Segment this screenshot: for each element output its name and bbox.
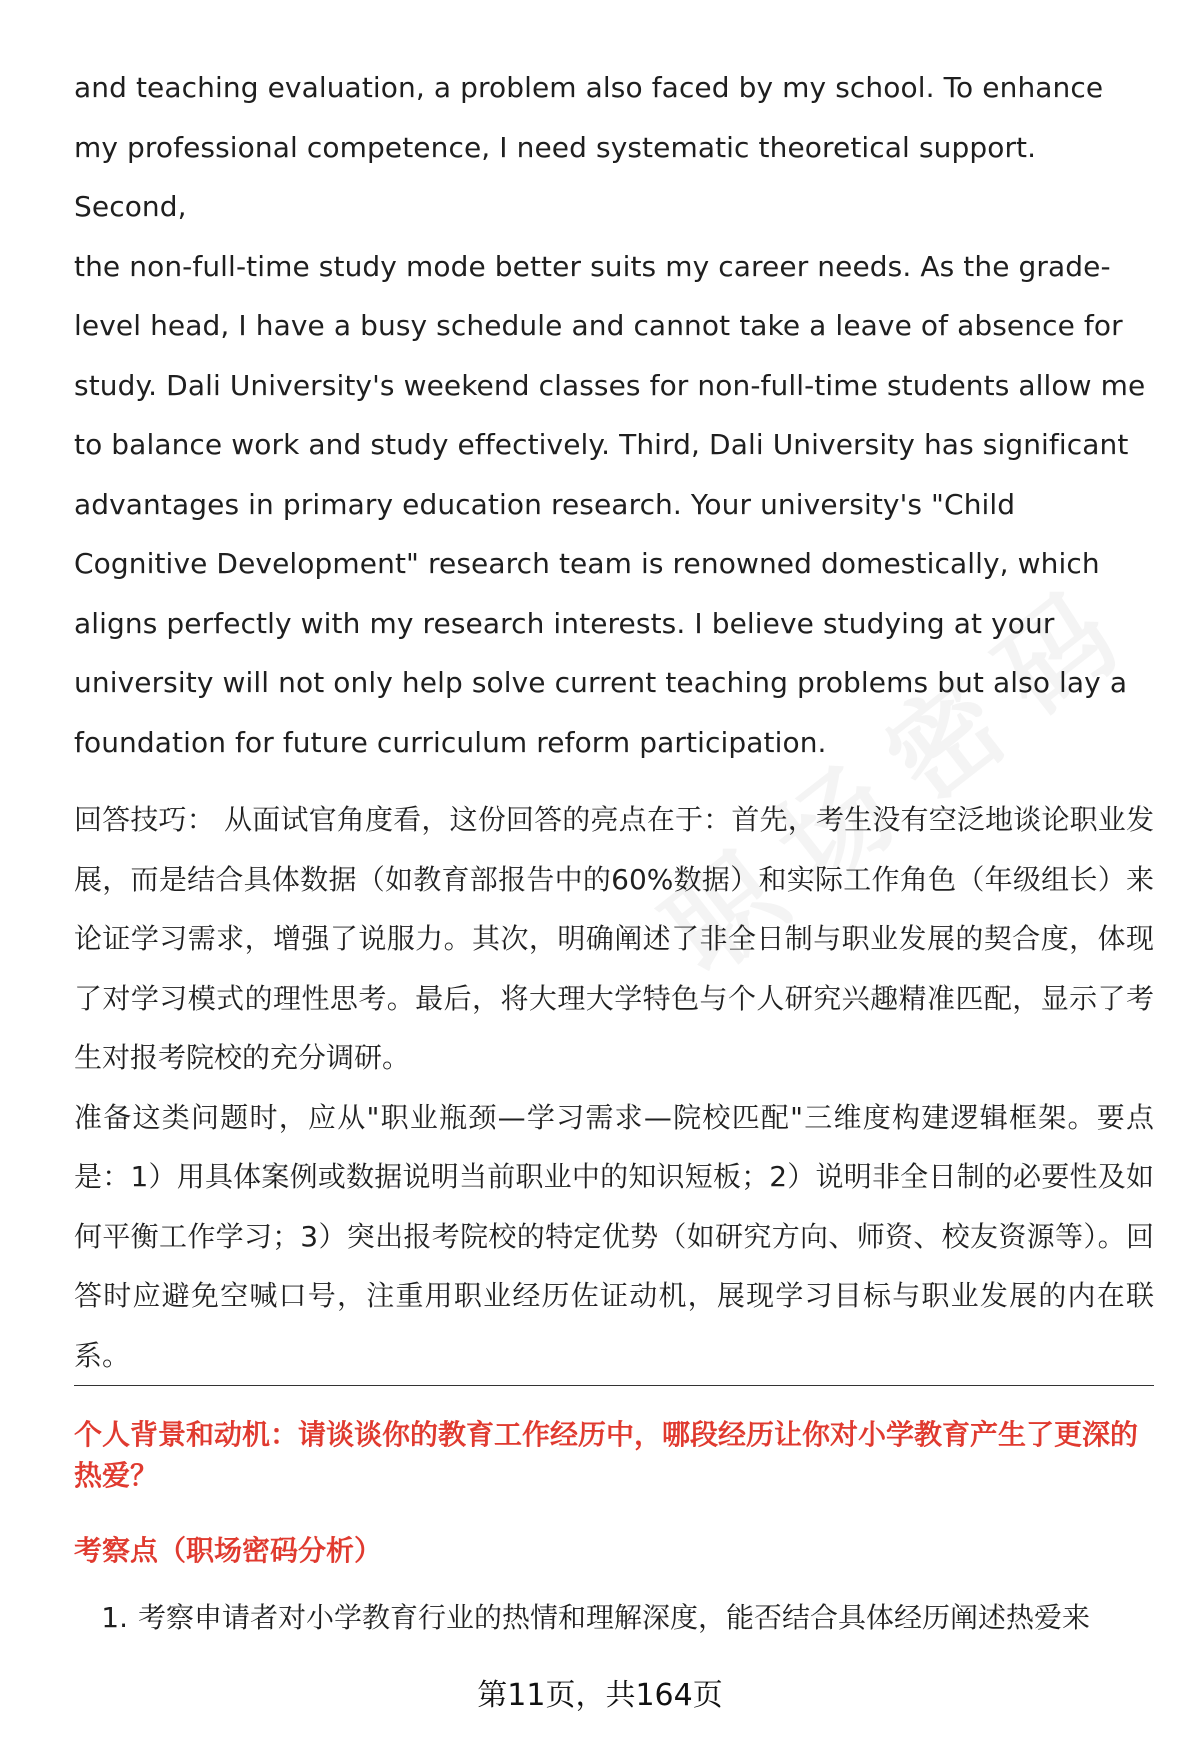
- assessment-points-list: [74, 1596, 1154, 1640]
- english-answer-paragraph: [74, 58, 1154, 772]
- paragraph-line: and teaching evaluation, a problem also faced by my school. To enhance: [74, 71, 1104, 104]
- page-footer: 第11页，共164页: [477, 1678, 723, 1713]
- list-item-text: 考察申请者对小学教育行业的热情和理解深度，能否结合具体经历阐述热爱来: [138, 1601, 1091, 1634]
- section-divider: [74, 1385, 1154, 1386]
- paragraph-line: my professional competence, I need systematic theoretical support. Second,: [74, 130, 1037, 223]
- paragraph-line: advantages in primary education research. Your university's "Child: [74, 487, 1016, 521]
- tips-paragraph: 回答技巧： 从面试官角度看，这份回答的亮点在于：首先，考生没有空泛地谈论职业发展，而是结合具体数据（如教育部报告中的60%数据）和实际工作角色（年级组长）来论证学习需求，增强了说服力。其次，明确阐述了非全日制与职业发展的契合度，体现了对学习模式的理性思考。最后，将大理大学特色与个人研究兴趣精准匹配，显示了考生对报考院校的充分调研。: [74, 803, 1154, 1074]
- assessment-points-heading: 考察点（职场密码分析）: [74, 1534, 383, 1567]
- question-heading: 个人背景和动机：请谈谈你的教育工作经历中，哪段经历让你对小学教育产生了更深的热爱？: [74, 1418, 1139, 1492]
- paragraph-line: foundation for future curriculum reform participation.: [74, 725, 827, 759]
- list-item: [74, 1596, 1154, 1640]
- list-item-number: 1.: [101, 1601, 128, 1634]
- main-content: [74, 58, 1154, 1385]
- prep-paragraph: 准备这类问题时，应从"职业瓶颈—学习需求—院校匹配"三维度构建逻辑框架。要点是：1）用具体案例或数据说明当前职业中的知识短板；2）说明非全日制的必要性及如何平衡工作学习；3）突出报考院校的特定优势（如研究方向、师资、校友资源等）。回答时应避免空喊口号，注重用职业经历佐证动机，展现学习目标与职业发展的内在联系。: [74, 1100, 1154, 1372]
- paragraph-line: to balance work and study effectively. Third, Dali University has significant: [74, 428, 1129, 461]
- paragraph-line: university will not only help solve current teaching problems but also lay a: [74, 666, 1128, 699]
- paragraph-line: study. Dali University's weekend classes for non-full-time students allow me: [74, 368, 1146, 402]
- paragraph-line: Cognitive Development" research team is renowned domestically, which: [74, 547, 1100, 580]
- paragraph-line: aligns perfectly with my research interests. I believe studying at your: [74, 606, 1055, 640]
- paragraph-line: level head, I have a busy schedule and cannot take a leave of absence for: [74, 309, 1123, 342]
- paragraph-line: the non-full-time study mode better suits my career needs. As the grade-: [74, 249, 1111, 283]
